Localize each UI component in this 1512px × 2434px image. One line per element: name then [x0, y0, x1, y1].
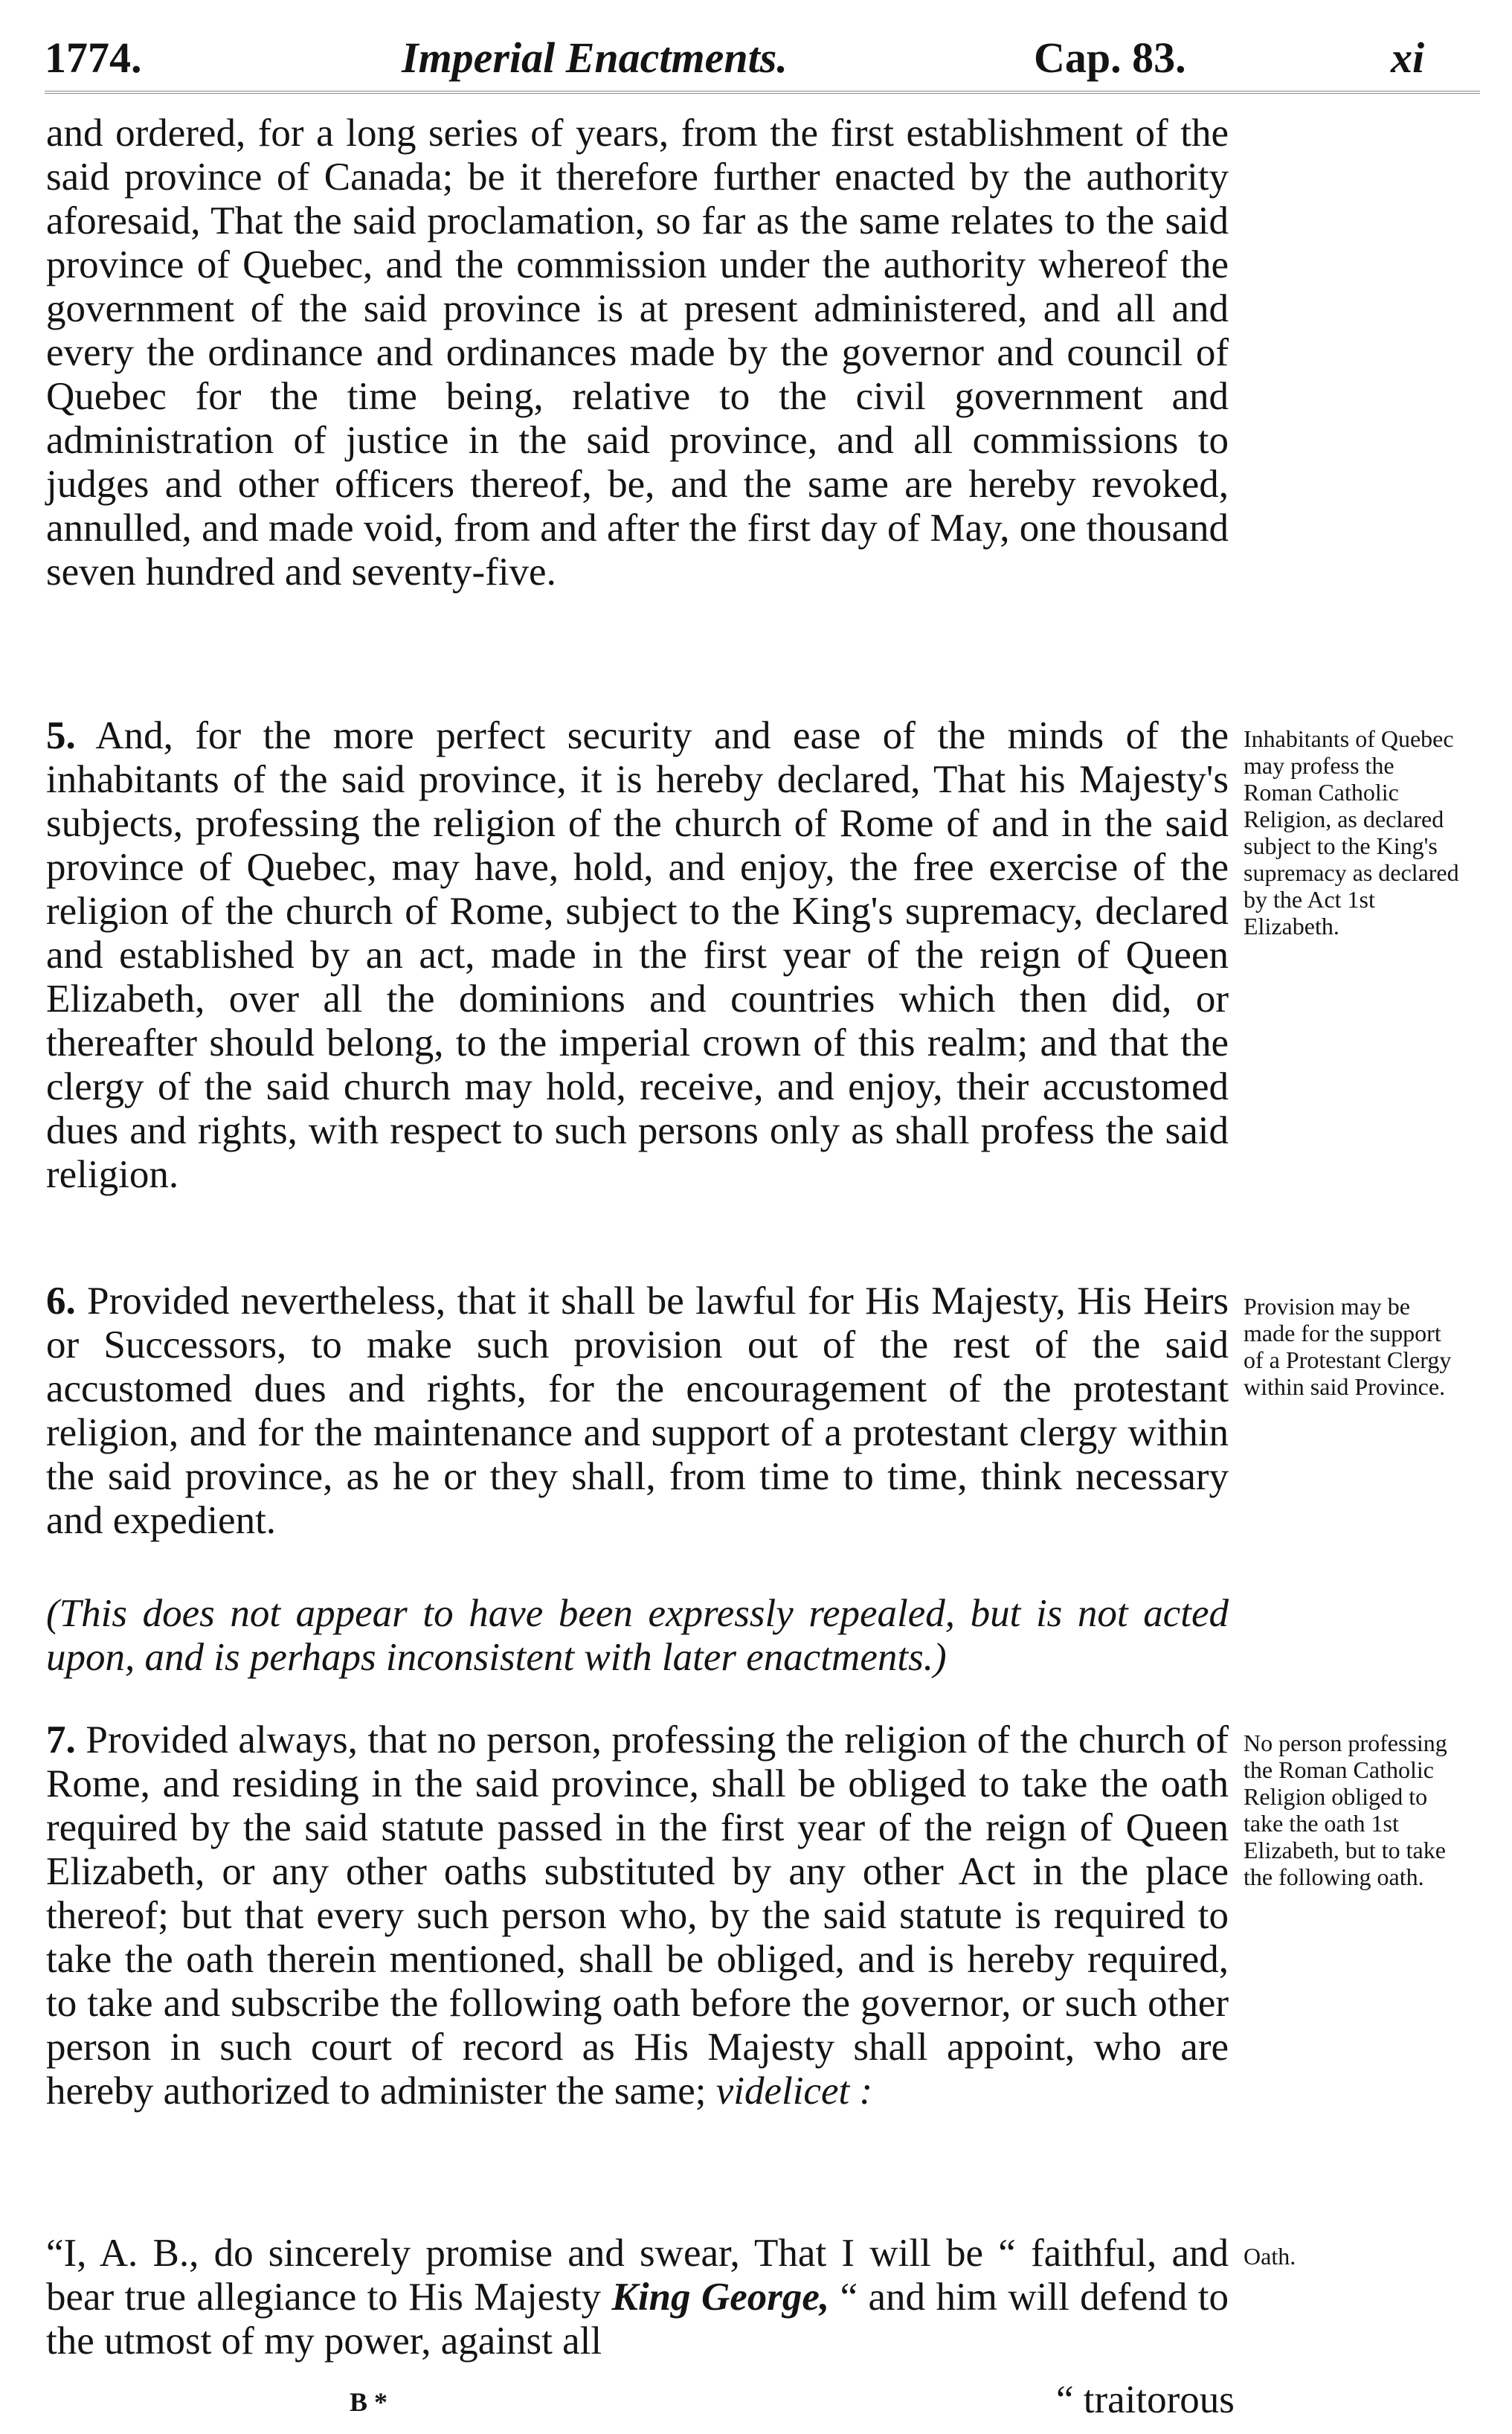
header-chapter: Cap. 83. [1034, 33, 1186, 82]
oath-king-name: King George, [611, 2276, 830, 2319]
catchword: “ traitorous [1056, 2378, 1235, 2421]
oath-line-a: “I, A. B., do sincerely promise and swear, That I will be “ faithful, and bear true allegiance to His Majesty [46, 2232, 1229, 2319]
videlicet-text: videlicet : [715, 2069, 873, 2113]
section-5-body [46, 714, 1229, 1197]
section-number: 7. [46, 1718, 76, 1762]
editorial-note-text: (This does not appear to have been expressly repealed, but is not acted upon, and is perhaps inconsistent with later enactments.) [46, 1592, 1229, 1679]
margin-note-section-7: No person professing the Roman Catholic Religion obliged to take the oath 1st Elizabeth, but to take the following oath. [1244, 1730, 1447, 1890]
section-7-body [46, 1718, 1229, 2113]
section-6 [46, 1279, 1229, 1543]
running-header [45, 24, 1480, 94]
section-number: 6. [46, 1279, 76, 1323]
section-text: And, for the more perfect security and ease of the minds of the inhabitants of the said province, it is hereby declared, That his Majesty's subjects, professing the religion of the church of Rome of and in the said province of Quebec, may have, hold, and enjoy, the free exercise of the religion of the church of Rome, subject to the King's supremacy, declared and established by an act, made in the first year of the reign of Queen Elizabeth, over all the dominions and countries which then did, or thereafter should belong, to the imperial crown of this realm; and that the clergy of the said church may hold, receive, and enjoy, their accustomed dues and rights, with respect to such persons only as shall profess the said religion. [46, 714, 1229, 1196]
header-title: Imperial Enactments. [402, 33, 788, 82]
header-folio: xi [1391, 33, 1425, 82]
oath-text [46, 2232, 1229, 2363]
editorial-note [46, 1592, 1229, 1680]
margin-note-oath: Oath. [1244, 2243, 1296, 2270]
oath-line-b: “ and him will defend to the utmost of my power, against all [46, 2276, 1229, 2363]
margin-note-section-6: Provision may be made for the support of a Protestant Clergy within said Province. [1244, 1293, 1452, 1400]
header-year: 1774. [45, 33, 142, 82]
signature-mark: B * [350, 2387, 388, 2417]
section-7 [46, 1718, 1229, 2113]
section-text: Provided always, that no person, professing the religion of the church of Rome, and residing in the said province, shall be obliged to take the oath required by the said statute passed in the first year of the reign of Queen Elizabeth, or any other oaths substituted by any other Act in the place thereof; but that every such person who, by the said statute is required to take the oath therein mentioned, shall be obliged, and is hereby required, to take and subscribe the following oath before the governor, or such other person in such court of record as His Majesty shall appoint, who are hereby authorized to administer the same; [46, 1718, 1229, 2113]
section-text: Provided nevertheless, that it shall be lawful for His Majesty, His Heirs or Successors, to make such provision out of the rest of the said accustomed dues and rights, for the encouragement of the protestant religion, and for the maintenance and support of a protestant clergy within the said province, as he or they shall, from time to time, think necessary and expedient. [46, 1279, 1229, 1542]
oath-body [46, 2232, 1229, 2363]
margin-note-section-5: Inhabitants of Quebec may profess the Roman Catholic Religion, as declared subject to the King's supremacy as declared by the Act 1st Elizabeth. [1244, 725, 1459, 940]
paragraph-text: and ordered, for a long series of years, from the first establishment of the said province of Canada; be it therefore further enacted by the authority aforesaid, That the said proclamation, so far as the same relates to the said province of Quebec, and the commission under the authority whereof the government of the said province is at present administered, and all and every the ordinance and ordinances made by the governor and council of Quebec for the time being, relative to the civil government and administration of justice in the said province, and all commissions to judges and other officers thereof, be, and the same are hereby revoked, annulled, and made void, from and after the first day of May, one thousand seven hundred and seventy-five. [46, 112, 1229, 594]
section-6-body [46, 1279, 1229, 1543]
section-number: 5. [46, 714, 76, 757]
paragraph-continuation [46, 112, 1229, 594]
section-5 [46, 714, 1229, 1197]
